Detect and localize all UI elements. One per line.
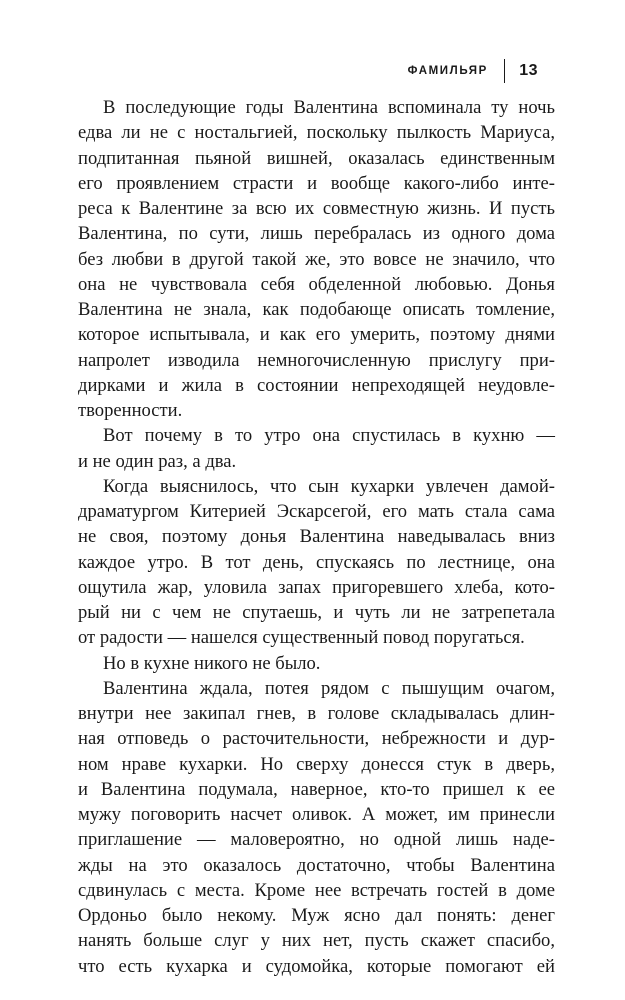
text-line: что есть кухарка и судомойка, которые помогают ей (78, 955, 555, 977)
text-line: дирками и жила в состоянии непреходящей неудовле- (78, 374, 555, 396)
text-line: без любви в другой такой же, это вовсе не значило, что (78, 248, 555, 270)
text-line: ная отповедь о расточительности, небрежности и дур- (78, 728, 555, 750)
text-line: ном нраве кухарки. Но сверху донесся стук в дверь, (78, 753, 555, 775)
text-line: реса к Валентине за всю их совместную жизнь. И пусть (78, 198, 555, 219)
body-text (78, 95, 555, 979)
text-line: рый ни с чем не спутаешь, и чуть ли не затрепетала (78, 602, 555, 623)
text-line: каждое утро. В тот день, спускаясь по лестнице, она (78, 551, 555, 573)
text-line: ощутила жар, уловила запах пригоревшего хлеба, кото- (78, 576, 555, 598)
text-line: мужу поговорить насчет оливок. А может, им принесли (78, 804, 555, 825)
text-line: напролет изводила немногочисленную прислугу при- (78, 349, 555, 371)
text-line: не своя, поэтому донья Валентина наведывалась вниз (78, 526, 555, 548)
text-line: приглашение — маловероятно, но одной лишь наде- (78, 829, 555, 851)
running-title: ФАМИЛЬЯР (407, 65, 488, 77)
page-number: 13 (519, 62, 538, 79)
text-line: которое испытывала, и как его умерить, поэтому днями (78, 324, 555, 346)
text-line: внутри нее закипал гнев, в голове складывалась длин- (78, 703, 555, 724)
text-line: творенности. (78, 400, 183, 421)
text-line: она не чувствовала себя обделенной любовью. Донья (78, 273, 555, 295)
text-line: Когда выяснилось, что сын кухарки увлечен дамой- (103, 475, 555, 497)
text-line: жды на это оказалось достаточно, чтобы Валентина (78, 854, 555, 876)
text-line: Валентина ждала, потея рядом с пышущим очагом, (103, 677, 555, 699)
text-line: Валентина не знала, как подобающе описать томление, (78, 299, 555, 320)
text-line: его проявлением страсти и вообще какого-либо инте- (78, 172, 555, 194)
text-line: от радости — нашелся существенный повод поругаться. (78, 627, 525, 649)
running-header (408, 58, 538, 84)
text-line: Но в кухне никого не было. (103, 652, 321, 674)
text-line: Вот почему в то утро она спустилась в кухню — (103, 425, 555, 447)
text-line: драматургом Китерией Эскарсегой, его мать стала сама (78, 501, 555, 522)
text-line: нанять больше слуг у них нет, пусть скажет спасибо, (78, 930, 555, 952)
text-line: едва ли не с ностальгией, поскольку пылкость Мариуса, (78, 122, 555, 144)
text-line: и Валентина подумала, наверное, кто-то пришел к ее (78, 778, 555, 800)
text-line: подпитанная пьяной вишней, оказалась единственным (78, 147, 555, 169)
text-line: сдвинулась с места. Кроме нее встречать гостей в доме (78, 879, 555, 901)
text-line: Ордоньо было некому. Муж ясно дал понять: денег (78, 905, 555, 926)
text-line: Валентина, по сути, лишь перебралась из одного дома (78, 223, 555, 245)
text-line: В последующие годы Валентина вспоминала ту ночь (103, 97, 555, 118)
header-divider (504, 59, 505, 83)
text-line: и не один раз, а два. (78, 450, 237, 472)
